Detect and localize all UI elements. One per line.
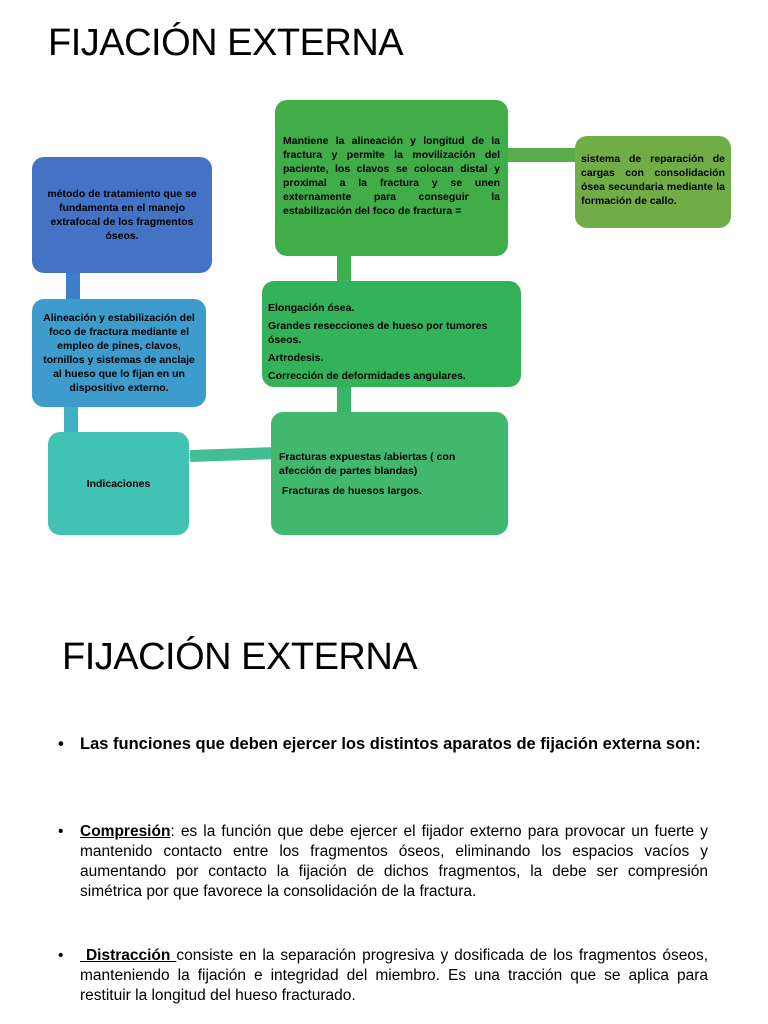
connector-mantiene-elongacion — [337, 256, 351, 281]
distraccion-text: consiste en la separación progresiva y dosificada de los fragmentos óseos, manteniendo la fijación e integridad del miembro. Es una tracción que se aplica para restituir la longitud del hueso fracturado. — [80, 947, 709, 1004]
diagram-box-alineacion — [32, 299, 206, 407]
indicaciones-text: Indicaciones — [86, 477, 151, 490]
elongacion-item: Grandes resecciones de hueso por tumores óseos. — [268, 320, 488, 346]
connector-elongacion-fracturas — [337, 387, 351, 412]
distraccion-term: Distracción — [80, 947, 177, 964]
mantiene-text: Mantiene la alineación y longitud de la fractura y permite la movilización del paciente, los clavos se colocan distal y proximal a la fractura y se unen externamente para conseguir la estabilización del foco de fractura = — [283, 135, 500, 217]
bullet-distraccion — [58, 946, 708, 1006]
page-title-bottom: FIJACIÓN EXTERNA — [62, 636, 418, 678]
page-title-top: FIJACIÓN EXTERNA — [48, 22, 404, 64]
alineacion-text: Alineación y estabilización del foco de fractura mediante el empleo de pines, clavos, tornillos y sistemas de anclaje al hueso que lo fijan en un dispositivo externo. — [43, 312, 195, 394]
diagram-box-fracturas — [271, 412, 508, 535]
elongacion-item: Elongación ósea. — [268, 302, 355, 314]
connector-metodo-alineacion — [66, 273, 80, 299]
fracturas-item: Fracturas expuestas /abiertas ( con afección de partes blandas) — [279, 451, 456, 477]
bullet-dot-icon: • — [58, 947, 64, 964]
bullet-funciones — [58, 734, 708, 754]
compresion-term: Compresión — [80, 823, 171, 840]
compresion-text: : es la función que debe ejercer el fijador externo para provocar un fuerte y mantenido contacto entre los fragmentos óseos, eliminando los espacios vacíos y aumentando por contacto la fijación de dichos fragmentos, la debe ser compresión simétrica por que favorece la consolidación de la fractura. — [80, 823, 708, 900]
connector-alineacion-indicaciones — [64, 407, 78, 432]
diagram-box-metodo — [32, 157, 212, 273]
bullet-compresion — [58, 822, 708, 902]
bullet-dot-icon: • — [58, 823, 64, 840]
bullet-dot-icon: • — [58, 735, 64, 753]
bullet-funciones-text: Las funciones que deben ejercer los distintos aparatos de fijación externa son: — [80, 735, 701, 753]
diagram-box-mantiene — [275, 100, 508, 256]
elongacion-item: Corrección de deformidades angulares. — [268, 370, 466, 382]
diagram-box-indicaciones — [48, 432, 189, 535]
connector-indicaciones-fracturas — [190, 447, 272, 462]
diagram-box-elongacion — [262, 281, 521, 387]
sistema-text: sistema de reparación de cargas con consolidación ósea secundaria mediante la formación de callo. — [581, 153, 725, 207]
connector-mantiene-sistema — [508, 148, 575, 162]
diagram-box-sistema — [575, 136, 731, 228]
metodo-text: método de tratamiento que se fundamenta en el manejo extrafocal de los fragmentos óseos. — [47, 188, 197, 242]
fracturas-item: Fracturas de huesos largos. — [279, 485, 422, 497]
elongacion-item: Artrodesis. — [268, 352, 324, 364]
